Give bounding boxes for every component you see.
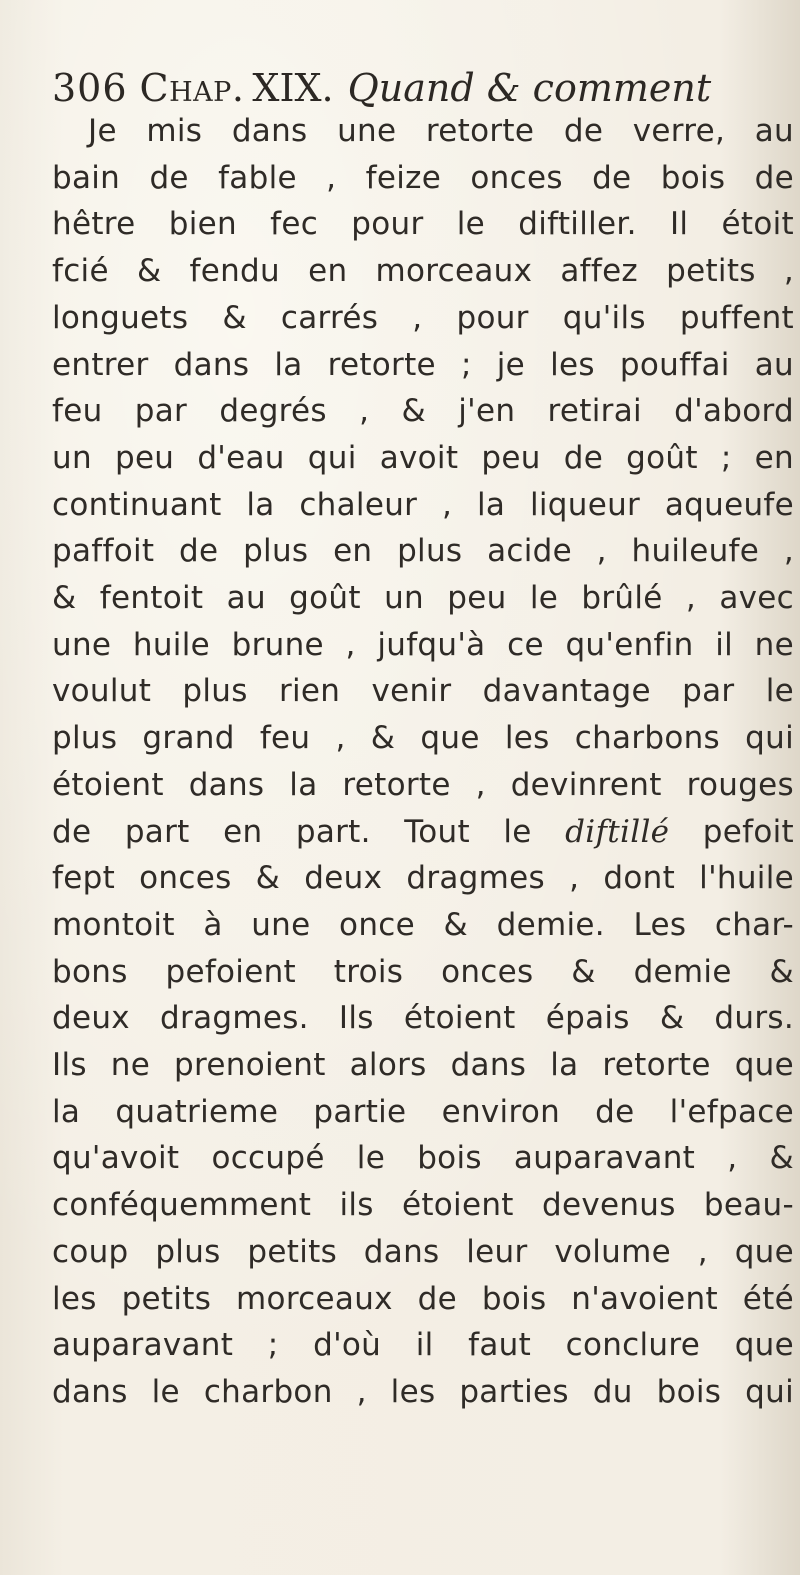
text-line: dans le charbon , les parties du bois qui (52, 1373, 794, 1410)
text-line: fcié & fendu en morceaux affez petits , (52, 253, 794, 290)
text-line: Je mis dans une retorte de verre, au (88, 113, 794, 149)
text-line: la quatrieme partie environ de l'efpace (52, 1093, 794, 1130)
text-line: Ils ne prenoient alors dans la retorte que (52, 1047, 794, 1084)
text-line: de part en part. Tout le diftillé pefoit (52, 813, 794, 850)
text-line: feu par degrés , & j'en retirai d'abord (52, 393, 794, 430)
running-header (52, 62, 772, 114)
text-line: étoient dans la retorte , devinrent rouges (52, 766, 794, 803)
text-line: auparavant ; d'où il faut conclure que (52, 1327, 794, 1364)
text-line: fept onces & deux dragmes , dont l'huile (52, 860, 794, 897)
text-line: les petits morceaux de bois n'avoient été (52, 1280, 794, 1317)
italic-word: diftillé (565, 813, 670, 850)
text-line: une huile brune , jufqu'à ce qu'enfin il ne (52, 626, 794, 663)
text-line: hêtre bien fec pour le diftiller. Il étoit (52, 206, 794, 243)
chapter-label: Chap. (139, 66, 245, 110)
chapter-number: XIX. (252, 66, 334, 110)
text-line: paffoit de plus en plus acide , huileufe , (52, 533, 794, 570)
text-line: longuets & carrés , pour qu'ils puffent (52, 299, 794, 336)
header-title: Quand & comment (347, 66, 712, 110)
text-line: deux dragmes. Ils étoient épais & durs. (52, 1000, 794, 1037)
text-line: plus grand feu , & que les charbons qui (52, 720, 794, 757)
text-line: conféquemment ils étoient devenus beau- (52, 1187, 794, 1224)
text-line: bain de fable , feize onces de bois de (52, 159, 794, 196)
text-line: qu'avoit occupé le bois auparavant , & (52, 1140, 794, 1177)
text-line: voulut plus rien venir davantage par le (52, 673, 794, 710)
text-line: coup plus petits dans leur volume , que (52, 1233, 794, 1270)
page-number: 306 (52, 66, 128, 110)
text-line: entrer dans la retorte ; je les pouffai au (52, 346, 794, 383)
text-line: montoit à une once & demie. Les char- (52, 906, 794, 943)
body-text (52, 108, 794, 1416)
text-line: un peu d'eau qui avoit peu de goût ; en (52, 439, 794, 476)
text-line: & fentoit au goût un peu le brûlé , avec (52, 580, 794, 617)
text-line: continuant la chaleur , la liqueur aqueufe (52, 486, 794, 523)
text-line: bons pefoient trois onces & demie & (52, 953, 794, 990)
